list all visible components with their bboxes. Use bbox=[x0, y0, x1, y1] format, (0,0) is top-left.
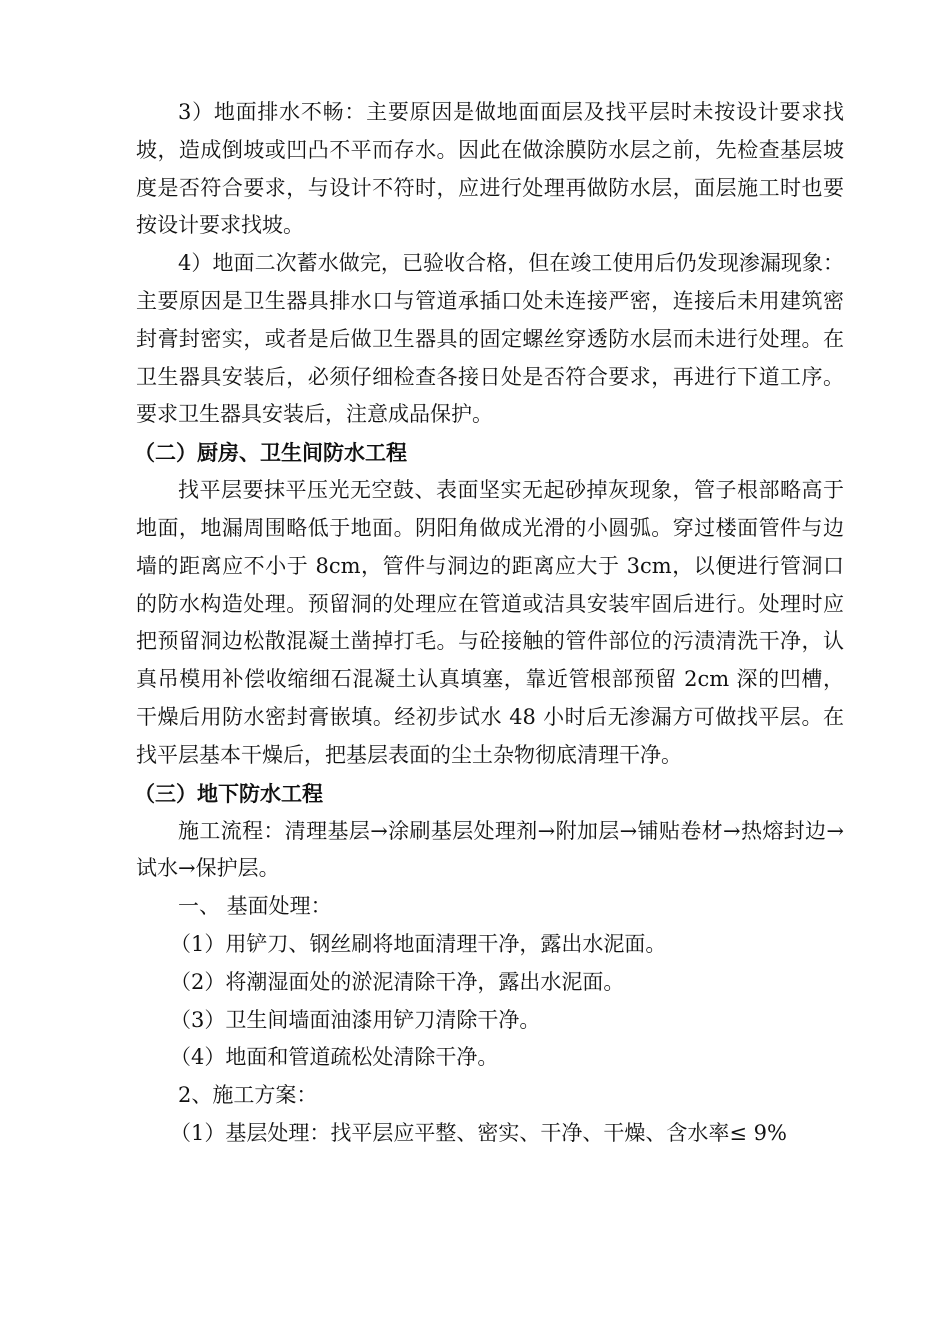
paragraph-leakage: 4）地面二次蓄水做完，已验收合格，但在竣工使用后仍发现渗漏现象：主要原因是卫生器具排水口与管道承插口处未连接严密，连接后未用建筑密封膏封密实，或者是后做卫生器具的固定螺丝穿透防水层而未进行处理。在卫生器具安装后，必须仔细检查各接日处是否符合要求，再进行下道工序。要求卫生器具安装后，注意成品保护。 bbox=[136, 251, 844, 427]
subsection-title-base-treatment: 一、 基面处理： bbox=[178, 894, 332, 919]
paragraph-leveling-layer: 找平层要抹平压光无空鼓、表面坚实无起砂掉灰现象，管子根部略高于地面，地漏周围略低于地面。阴阳角做成光滑的小圆弧。穿过楼面管件与边墙的距离应不小于 8cm，管件与洞边的距离应大于 3cm，以便进行管洞口的防水构造处理。预留洞的处理应在管道或洁具安装牢固后进行。处理时应把预留洞边松散混凝土凿掉打毛。与砼接触的管件部位的污渍清洗干净，认真吊模用补偿收缩细石混凝土认真填塞，靠近管根部预留 2cm 深的凹槽，干燥后用防水密封膏嵌填。经初步试水 48 小时后无渗漏方可做找平层。在找平层基本干燥后，把基层表面的尘土杂物彻底清理干净。 bbox=[136, 478, 844, 767]
list-item: （1）基层处理：找平层应平整、密实、干净、干燥、含水率≤ 9% bbox=[170, 1120, 787, 1145]
list-item: （3）卫生间墙面油漆用铲刀清除干净。 bbox=[170, 1007, 541, 1032]
paragraph-drainage: 3）地面排水不畅：主要原因是做地面面层及找平层时未按设计要求找坡，造成倒坡或凹凸不平而存水。因此在做涂膜防水层之前，先检查基层坡度是否符合要求，与设计不符时，应进行处理再做防水层，面层施工时也要按设计要求找坡。 bbox=[136, 100, 844, 238]
list-item: （2）将潮湿面处的淤泥清除干净，露出水泥面。 bbox=[170, 969, 625, 994]
list-item: （4）地面和管道疏松处清除干净。 bbox=[170, 1045, 499, 1070]
document-page bbox=[136, 94, 844, 1153]
subsection-title-construction-plan: 2、施工方案： bbox=[178, 1083, 318, 1108]
list-item: （1）用铲刀、钢丝刷将地面清理干净，露出水泥面。 bbox=[170, 931, 667, 956]
section-heading-underground: （三）地下防水工程 bbox=[134, 781, 323, 806]
paragraph-construction-flow: 施工流程：清理基层→涂刷基层处理剂→附加层→铺贴卷材→热熔封边→试水→保护层。 bbox=[136, 818, 844, 881]
section-heading-kitchen-bathroom: （二）厨房、卫生间防水工程 bbox=[134, 441, 407, 466]
